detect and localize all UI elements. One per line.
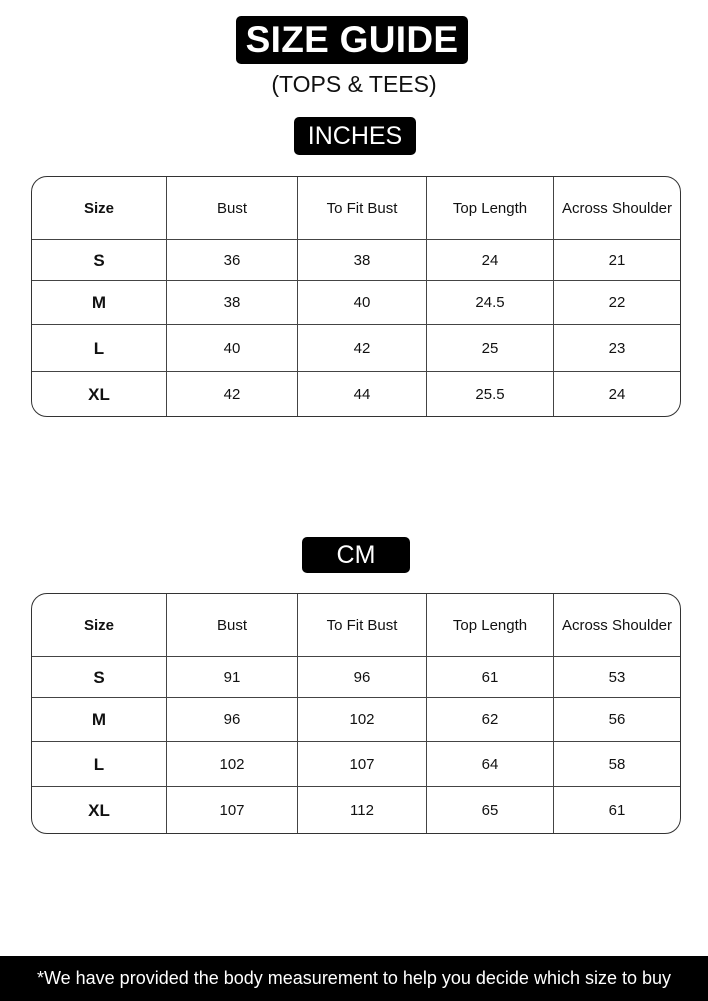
measurement-cell: 40 — [298, 281, 427, 325]
measurement-cell: 107 — [167, 787, 298, 833]
footer-note: *We have provided the body measurement to help you decide which size to buy — [0, 956, 708, 1001]
column-header: Top Length — [427, 177, 554, 240]
measurement-cell: 36 — [167, 240, 298, 281]
cm-table-grid — [32, 594, 680, 833]
size-label-cell: L — [32, 742, 167, 787]
measurement-cell: 96 — [167, 698, 298, 742]
measurement-cell: 38 — [298, 240, 427, 281]
measurement-cell: 112 — [298, 787, 427, 833]
size-label-cell: M — [32, 281, 167, 325]
size-label-cell: XL — [32, 372, 167, 416]
inches-table-grid — [32, 177, 680, 416]
measurement-cell: 65 — [427, 787, 554, 833]
measurement-cell: 64 — [427, 742, 554, 787]
column-header: Size — [32, 177, 167, 240]
measurement-cell: 58 — [554, 742, 680, 787]
column-header: Bust — [167, 177, 298, 240]
measurement-cell: 22 — [554, 281, 680, 325]
column-header: To Fit Bust — [298, 594, 427, 657]
measurement-cell: 53 — [554, 657, 680, 698]
measurement-cell: 21 — [554, 240, 680, 281]
measurement-cell: 44 — [298, 372, 427, 416]
inches-size-table — [31, 176, 681, 417]
size-label-cell: L — [32, 325, 167, 372]
measurement-cell: 102 — [298, 698, 427, 742]
measurement-cell: 102 — [167, 742, 298, 787]
measurement-cell: 42 — [298, 325, 427, 372]
inches-unit-badge: INCHES — [294, 117, 416, 155]
column-header: Top Length — [427, 594, 554, 657]
page-subtitle: (TOPS & TEES) — [271, 71, 437, 97]
cm-unit-badge: CM — [302, 537, 410, 573]
measurement-cell: 61 — [427, 657, 554, 698]
size-label-cell: XL — [32, 787, 167, 833]
measurement-cell: 38 — [167, 281, 298, 325]
size-label-cell: S — [32, 657, 167, 698]
measurement-cell: 56 — [554, 698, 680, 742]
measurement-cell: 96 — [298, 657, 427, 698]
size-label-cell: M — [32, 698, 167, 742]
measurement-cell: 61 — [608, 801, 626, 819]
column-header: Bust — [167, 594, 298, 657]
measurement-cell: 62 — [427, 698, 554, 742]
measurement-cell: 25 — [427, 325, 554, 372]
page-title: SIZE GUIDE — [236, 16, 468, 64]
column-header: To Fit Bust — [298, 177, 427, 240]
measurement-cell: 40 — [167, 325, 298, 372]
column-header: Size — [32, 594, 167, 657]
measurement-cell: 24.5 — [427, 281, 554, 325]
cm-size-table — [31, 593, 681, 834]
measurement-cell: 42 — [167, 372, 298, 416]
measurement-cell: 91 — [167, 657, 298, 698]
measurement-cell: 107 — [298, 742, 427, 787]
column-header: Across Shoulder — [554, 594, 680, 657]
measurement-cell: 25.5 — [427, 372, 554, 416]
column-header: Across Shoulder — [554, 177, 680, 240]
measurement-cell: 24 — [608, 385, 626, 403]
measurement-cell: 24 — [427, 240, 554, 281]
size-label-cell: S — [32, 240, 167, 281]
measurement-cell: 23 — [554, 325, 680, 372]
